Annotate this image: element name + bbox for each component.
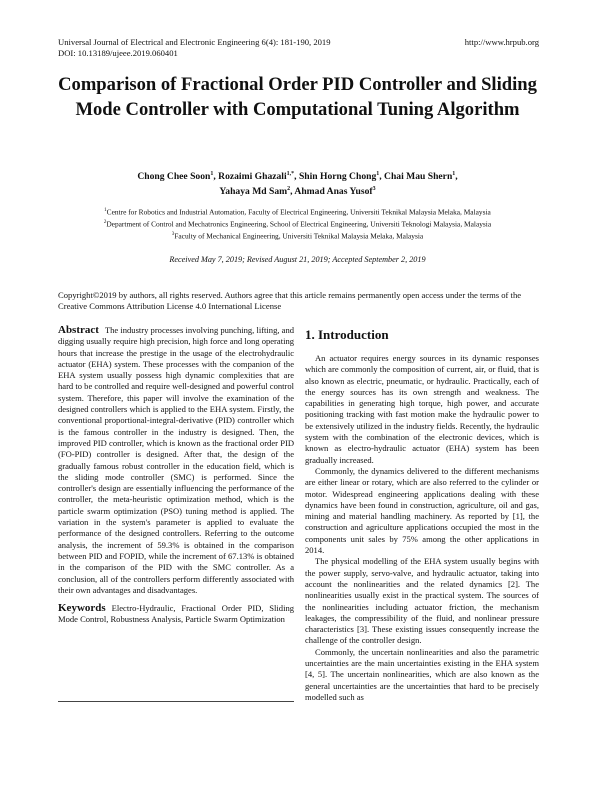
affiliation: $^1$Centre for Robotics and Industrial Automation, Faculty of Electrical Engineering, Universiti Teknikal Malaysia Melaka, Malaysia (104, 207, 491, 217)
journal-url[interactable]: http://www.hrpub.org (464, 37, 539, 47)
column-divider-rule (58, 701, 294, 702)
abstract (58, 325, 294, 596)
author: Chong Chee Soon$^1$, (137, 171, 219, 183)
author-list (60, 168, 535, 198)
running-header (58, 37, 331, 59)
author: Yahaya Md Sam$^2$, (219, 186, 295, 198)
keywords-label: Keywords (58, 602, 106, 615)
keywords-text: Electro-Hydraulic, Fractional Order PID, Sliding Mode Control, Robustness Analysis, Particle Swarm Optimization (58, 603, 294, 625)
keywords (58, 603, 294, 626)
author: Ahmad Anas Yusof$^3$ (294, 186, 376, 198)
author: Shin Horng Chong$^1$, (298, 171, 385, 183)
abstract-text: The industry processes involving punching, lifting, and digging usually require high precision, high force and long operating hours that increase the prestige in the usage of the electrohydraulic actuator (EHA) system. These processes with the companion of the EHA system usually possess high dynamic complexities that are hard to be controlled and require well-designed and powerful control system. Therefore, this paper will involve the examination of the designed controllers which is applied to the EHA system. Firstly, the conventional proportional-integral-derivative (PID) controller which is the famous controller in the industry is designed. Then, the improved PID controller, which is known as the fractional order PID (FO-PID) controller is designed. After that, the design of the gradually famous robust controller in the education field, which is the sliding mode controller (SMC) is performed. Since the controller's design are essentially influencing the performance of the controller, the meta-heuristic optimization method, which is the particle swarm optimization (PSO) tuning method is applied. The variation in the system's parameter is applied to evaluate the performance of the designed controllers. Referring to the outcome analysis, the increment of 59.3% is obtained in the comparison between PID and FOPID, while the increment of 67.13% is obtained in the comparison of the PID with the SMC controller. As a conclusion, all of the controllers perform differently associated with their own advantages and disadvantages. (58, 325, 294, 595)
doi: DOI: 10.13189/ujeee.2019.060401 (58, 48, 178, 58)
submission-dates: Received May 7, 2019; Revised August 21, 2019; Accepted September 2, 2019 (169, 255, 426, 264)
affiliation: $^3$Faculty of Mechanical Engineering, Universiti Teknikal Malaysia Melaka, Malaysia (171, 231, 424, 241)
affiliation-list (40, 206, 555, 242)
body-paragraph: Commonly, the dynamics delivered to the different mechanisms are either linear or rotary, which are also referred to the cylinder or motor. Widespread engineering applications dealing with these dynamics have been found in construction, agriculture, oil and gas, mining and material handling machinery. As reported by [1], the construction and agriculture applications occupied the most in the components unit sales by 75% among the other applications in 2014. (305, 465, 539, 556)
left-column (58, 325, 294, 626)
paper-title: Comparison of Fractional Order PID Controller and Sliding Mode Controller with Computational Tuning Algorithm (58, 74, 537, 120)
body-paragraph: Commonly, the uncertain nonlinearities and also the parametric uncertainties are the main uncertainties existing in the EHA system [4, 5]. The uncertain nonlinearities, which are also known as the general uncertainties are the uncertainties that hard to be precisely modelled such as (305, 646, 539, 702)
abstract-label: Abstract (58, 324, 99, 336)
right-column (305, 325, 539, 703)
section-heading: 1. Introduction (305, 327, 389, 342)
copyright-notice: Copyright©2019 by authors, all rights reserved. Authors agree that this article remains permanently open access under the terms of the Creative Commons Attribution License 4.0 International License (58, 290, 522, 312)
author: Chai Mau Shern$^1$, (384, 171, 458, 183)
affiliation: $^2$Department of Control and Mechatronics Engineering, School of Electrical Engineering, Universiti Teknologi Malaysia, Malaysia (103, 219, 492, 229)
journal-citation: Universal Journal of Electrical and Electronic Engineering 6(4): 181-190, 2019 (58, 37, 331, 47)
author: Rozaimi Ghazali$^{1,*}$, (218, 171, 299, 183)
body-paragraph: The physical modelling of the EHA system usually begins with the power supply, servo-valve, and hydraulic actuator, taking into account the nonlinearities and the related dynamics [2]. The nonlinearities usually exist in the practical system. The sources of the nonlinearities including actuator friction, the mechanism leakages, the compressibility of the fluid, and nonlinear pressure characteristics [3]. These existing issues consequently increase the challenge of the controller design. (305, 556, 539, 646)
body-paragraph: An actuator requires energy sources in its dynamic responses which are commonly the composition of current, air, or fluid, that is also known as electric, pneumatic, or hydraulic. Practically, each of the energy sources has its own strength and weakness. The capabilities in generating high torque, high power, and accurate positioning tracking with fast motion make the hydraulic power to be extensively utilized in the industry fields. Recently, the hydraulic system with the combination of the electronic devices, which is known as electro-hydraulic actuator (EHA) system has been gradually increased. (305, 353, 539, 465)
